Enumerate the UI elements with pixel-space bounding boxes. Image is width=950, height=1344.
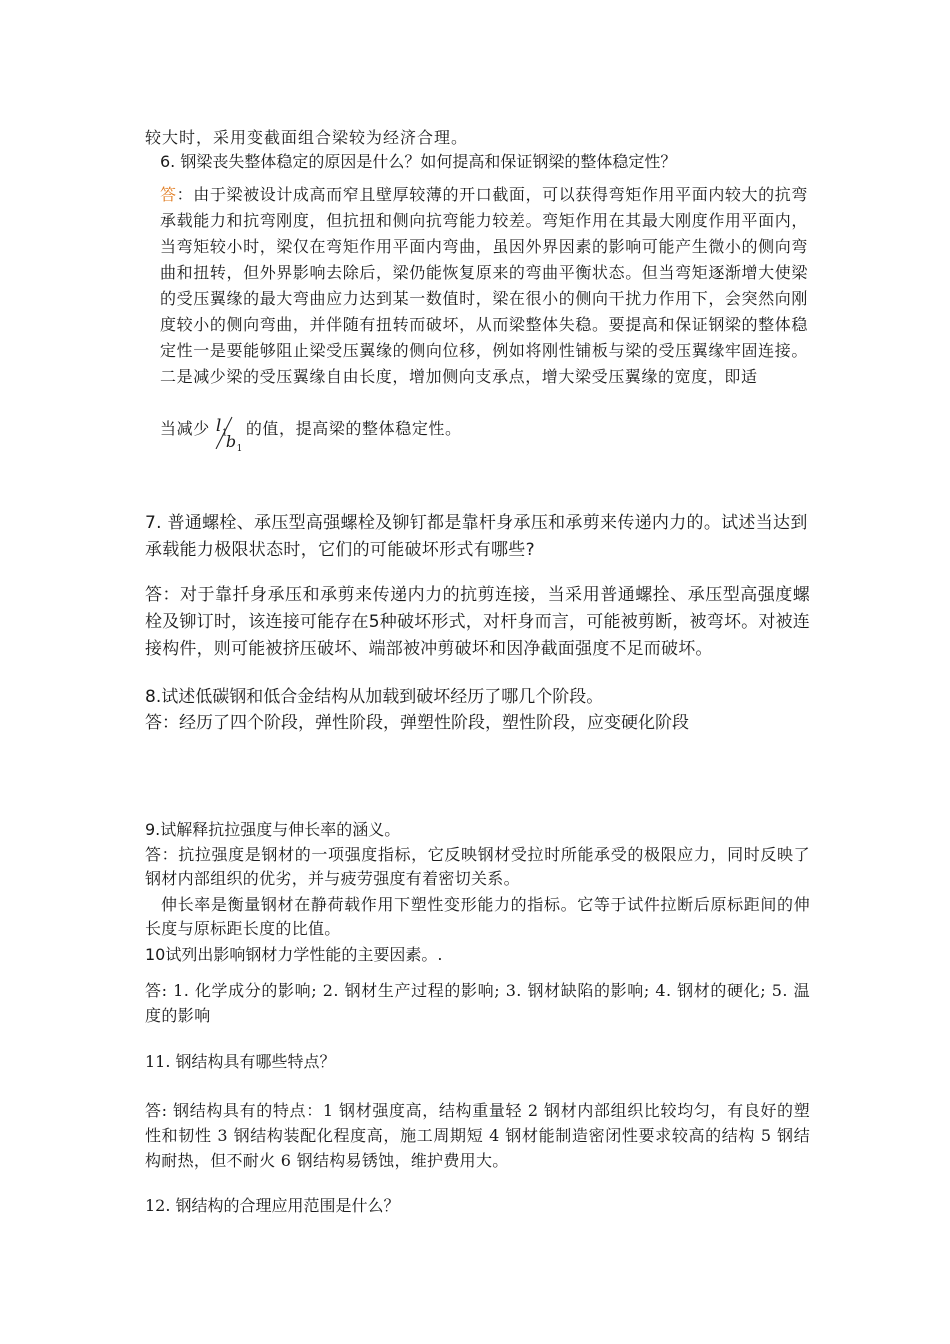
question-6: 6. 钢梁丧失整体稳定的原因是什么？如何提高和保证钢梁的整体稳定性？ (160, 152, 677, 171)
question-11: 11. 钢结构具有哪些特点？ (145, 1052, 336, 1071)
previous-answer-tail: 较大时，采用变截面组合梁较为经济合理。 (145, 128, 469, 147)
question-7: 7. 普通螺栓、承压型高强螺栓及铆钉都是靠杆身承压和承剪来传递内力的。试述当达到承载能力极限状态时，它们的可能破坏形式有哪些? (145, 513, 808, 560)
answer-9-paragraph-1: 答：抗拉强度是钢材的一项强度指标，它反映钢材受拉时所能承受的极限应力，同时反映了钢材内部组织的优劣，并与疲劳强度有着密切关系。 (145, 845, 810, 888)
question-10: 10试列出影响钢材力学性能的主要因素。. (145, 945, 443, 964)
answer-6-label: 答 (160, 185, 177, 204)
answer-8: 答：经历了四个阶段，弹性阶段，弹塑性阶段，塑性阶段，应变硬化阶段 (145, 713, 689, 733)
answer-6 (160, 182, 808, 390)
answer-6-last-prefix: 当减少 (160, 419, 210, 438)
answer-7: 答：对于靠扦身承压和承剪来传递内力的抗剪连接，当采用普通螺拴、承压型高强度螺栓及铆订时，该连接可能存在5种破坏形式，对杆身而言，可能被剪断，被弯坏。对被连接构件，则可能被挤压破坏、端部被冲剪破坏和因净截面强度不足而破坏。 (145, 585, 810, 659)
answer-9-paragraph-2: 伸长率是衡量钢材在静荷载作用下塑性变形能力的指标。它等于试件拉断后原标距间的伸长度与原标距长度的比值。 (145, 895, 810, 938)
fraction-numerator-sub: 1 (221, 427, 229, 438)
answer-6-last-line (160, 414, 808, 454)
fraction-denominator-sub: 1 (236, 443, 243, 454)
answer-6-last-suffix: 的值，提高梁的整体稳定性。 (245, 419, 462, 438)
fraction-numerator: l (215, 415, 222, 436)
question-8: 8.试述低碳钢和低合金结构从加载到破坏经历了哪几个阶段。 (145, 687, 604, 707)
answer-10: 答: 1. 化学成分的影响; 2. 钢材生产过程的影响; 3. 钢材缺陷的影响; 4. 钢材的硬化; 5. 温度的影响 (145, 981, 810, 1025)
answer-11: 答: 钢结构具有的特点：1 钢材强度高，结构重量轻 2 钢材内部组织比较均匀，有良好的塑性和韧性 3 钢结构装配化程度高，施工周期短 4 钢材能制造密闭性要求较高的结构 5 钢结构耐热，但不耐火 6 钢结构易锈蚀，维护费用大。 (145, 1101, 810, 1170)
l1-over-b1-fraction (212, 415, 244, 454)
answer-6-body: ：由于梁被设计成高而窄且壁厚较薄的开口截面，可以获得弯矩作用平面内较大的抗弯承载能力和抗弯刚度，但抗扭和侧向抗弯能力较差。弯矩作用在其最大刚度作用平面内，当弯矩较小时，梁仅在弯矩作用平面内弯曲，虽因外界因素的影响可能产生微小的侧向弯曲和扭转，但外界影响去除后，梁仍能恢复原来的弯曲平衡状态。但当弯矩逐渐增大使梁的受压翼缘的最大弯曲应力达到某一数值时，梁在很小的侧向干扰力作用下，会突然向刚度较小的侧向弯曲，并伴随有扭转而破坏，从而梁整体失稳。要提高和保证钢梁的整体稳定性一是要能够阻止梁受压翼缘的侧向位移，例如将刚性铺板与梁的受压翼缘牢固连接。二是减少梁的受压翼缘自由长度，增加侧向支承点，增大梁受压翼缘的宽度，即适 (160, 185, 808, 386)
question-12: 12. 钢结构的合理应用范围是什么？ (145, 1196, 400, 1215)
question-9: 9.试解释抗拉强度与伸长率的涵义。 (145, 820, 401, 839)
fraction-denominator: b (225, 431, 237, 451)
